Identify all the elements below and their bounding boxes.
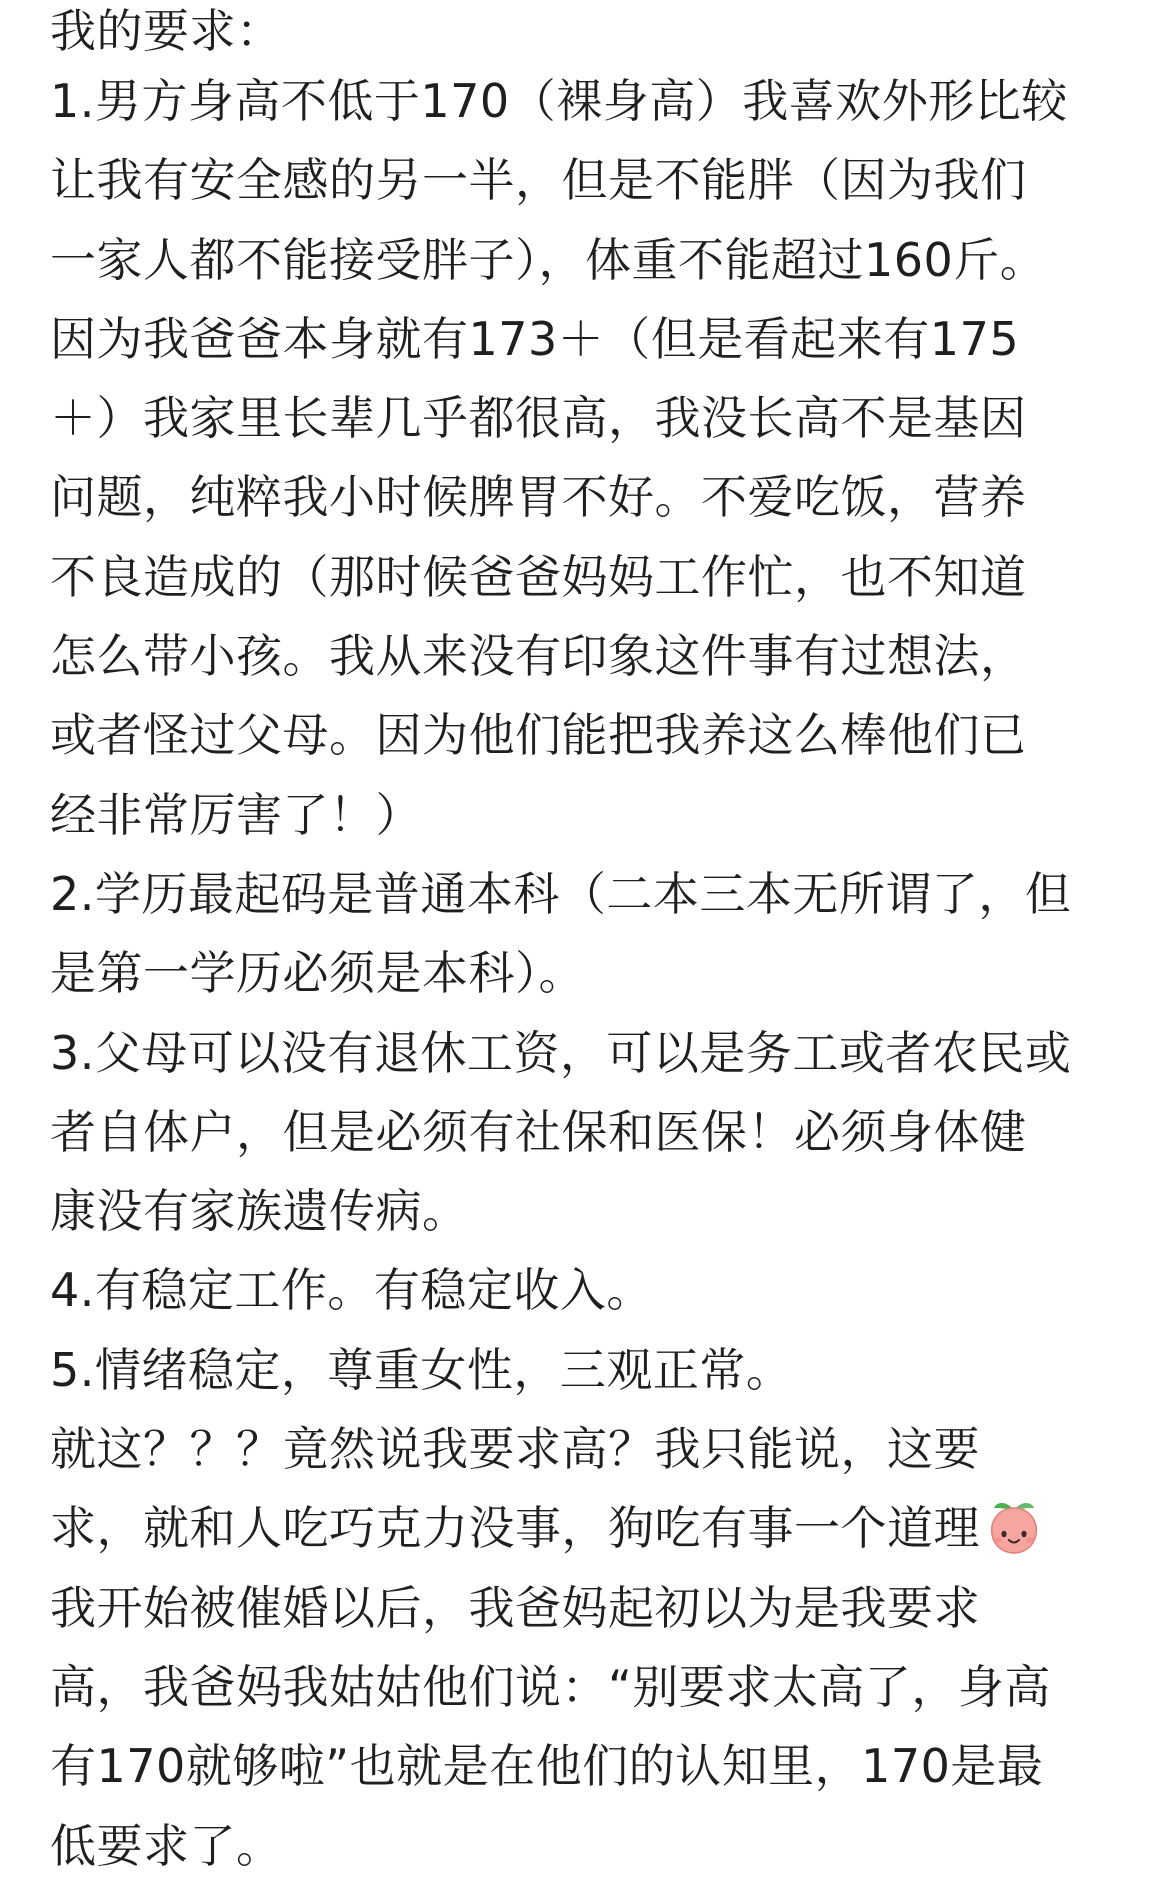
text-line-with-emoji	[50, 1489, 1140, 1568]
text-line: 康没有家族遗传病。	[50, 1184, 469, 1239]
text-line: 一家人都不能接受胖子），体重不能超过160斤。	[50, 232, 1047, 287]
text-line: 1.男方身高不低于170（裸身高）我喜欢外形比较	[50, 74, 1068, 128]
text-line: 让我有安全感的另一半，但是不能胖（因为我们	[50, 153, 1027, 208]
text-line: 5.情绪稳定，尊重女性，三观正常。	[50, 1342, 793, 1397]
text-line: 4.有稳定工作。有稳定收入。	[50, 1263, 653, 1318]
text-line: 求，就和人吃巧克力没事，狗吃有事一个道理	[50, 1501, 980, 1556]
text-line: 高，我爸妈我姑姑他们说：“别要求太高了，身高	[50, 1659, 1051, 1714]
text-line: 者自体户，但是必须有社保和医保！必须身体健	[50, 1104, 1027, 1159]
text-line: 怎么带小孩。我从来没有印象这件事有过想法，	[50, 629, 1027, 684]
text-line: 低要求了。	[50, 1818, 283, 1873]
text-line: 我的要求：	[50, 4, 283, 58]
text-line: 3.父母可以没有退休工资，可以是务工或者农民或	[50, 1025, 1072, 1080]
text-line: 因为我爸爸本身就有173＋（但是看起来有175	[50, 311, 1020, 366]
text-line: 问题，纯粹我小时候脾胃不好。不爱吃饭，营养	[50, 470, 1027, 525]
text-line: 是第一学历必须是本科）。	[50, 946, 585, 1001]
text-line: 有170就够啦”也就是在他们的认知里，170是最	[50, 1739, 1044, 1794]
text-line: 我开始被催婚以后，我爸妈起初以为是我要求	[50, 1580, 980, 1635]
post-text	[50, 0, 1140, 1886]
text-line: 经非常厉害了！）	[50, 787, 422, 842]
text-line: ＋）我家里长辈几乎都很高，我没长高不是基因	[50, 391, 1027, 446]
peach-face-emoji-icon	[984, 1496, 1044, 1556]
text-line: 或者怪过父母。因为他们能把我养这么棒他们已	[50, 708, 1027, 763]
text-line: 不良造成的（那时候爸爸妈妈工作忙，也不知道	[50, 549, 1027, 604]
text-line: 2.学历最起码是普通本科（二本三本无所谓了，但	[50, 866, 1072, 921]
text-line: 就这？？？竟然说我要求高？我只能说，这要	[50, 1422, 980, 1477]
